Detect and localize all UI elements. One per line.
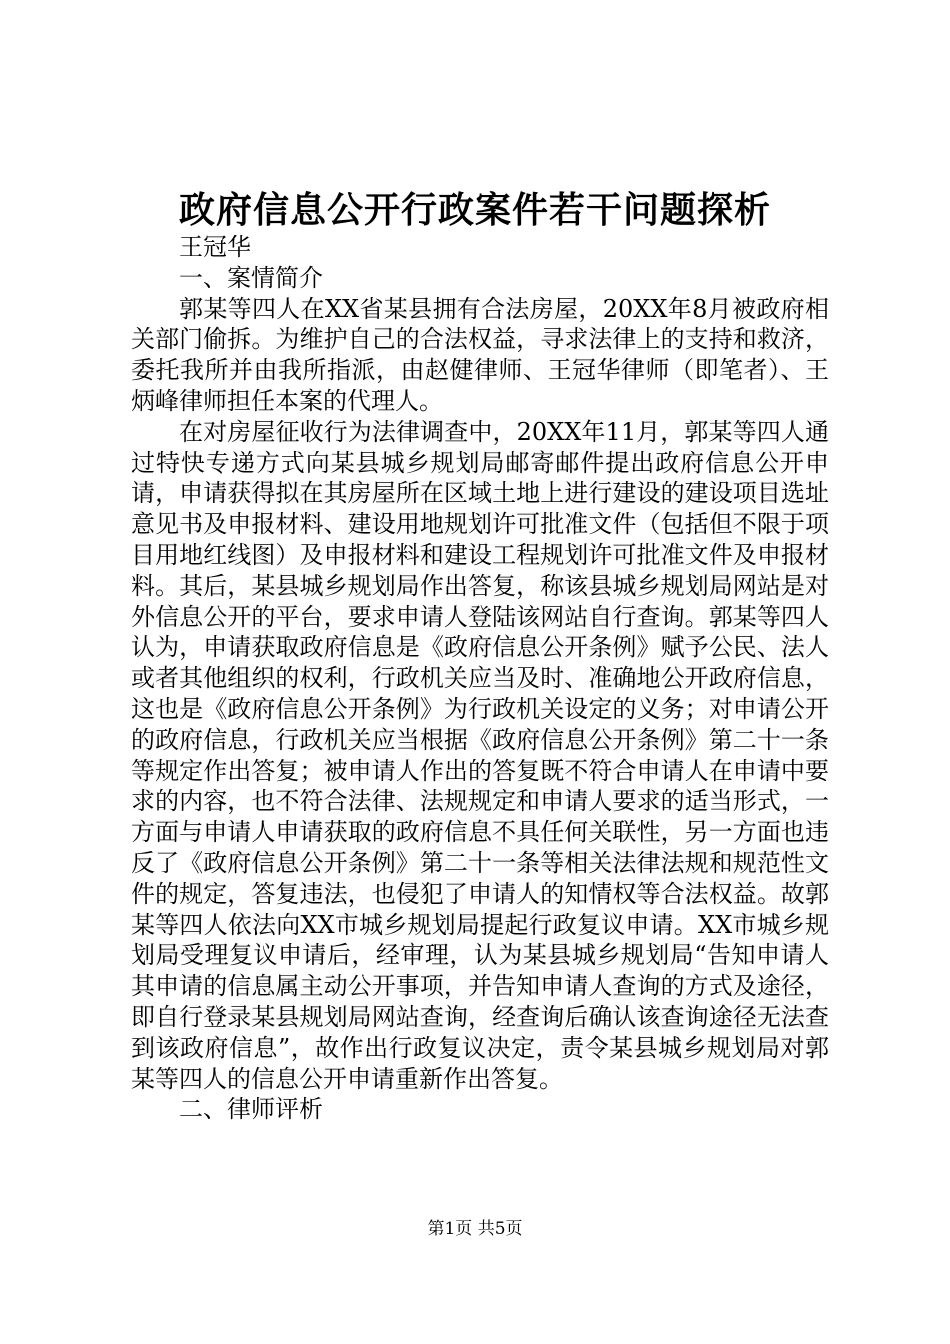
section-heading-2: 二、律师评析 xyxy=(179,1095,323,1124)
document-title: 政府信息公开行政案件若干问题探析 xyxy=(178,189,771,231)
paragraph-2: 在对房屋征收行为法律调查中，20XX年11月，郭某等四人通过特快专递方式向某县城乡规划局邮寄邮件提出政府信息公开申请，申请获得拟在其房屋所在区域土地上进行建设的建设项目选址意见书及申报材料、建设用地规划许可批准文件（包括但不限于项目用地红线图）及申报材料和建设工程规划许可批准文件及申报材料。其后，某县城乡规划局作出答复，称该县城乡规划局网站是对外信息公开的平台，要求申请人登陆该网站自行查询。郭某等四人认为，申请获取政府信息是《政府信息公开条例》赋予公民、法人或者其他组织的权利，行政机关应当及时、准确地公开政府信息，这也是《政府信息公开条例》为行政机关设定的义务；对申请公开的政府信息，行政机关应当根据《政府信息公开条例》第二十一条等规定作出答复；被申请人作出的答复既不符合申请人在申请中要求的内容，也不符合法律、法规规定和申请人要求的适当形式，一方面与申请人申请获取的政府信息不具任何关联性，另一方面也违反了《政府信息公开条例》第二十一条等相关法律法规和规范性文件的规定，答复违法，也侵犯了申请人的知情权等合法权益。故郭某等四人依法向XX市城乡规划局提起行政复议申请。XX市城乡规划局受理复议申请后，经审理，认为某县城乡规划局“告知申请人其申请的信息属主动公开事项，并告知申请人查询的方式及途径，即自行登录某县规划局网站查询，经查询后确认该查询途径无法查到该政府信息”，故作出行政复议决定，责令某县城乡规划局对郭某等四人的信息公开申请重新作出答复。 xyxy=(131,417,829,1093)
paragraph-1: 郭某等四人在XX省某县拥有合法房屋，20XX年8月被政府相关部门偷拆。为维护自己的合法权益，寻求法律上的支持和救济，委托我所并由我所指派，由赵健律师、王冠华律师（即笔者）、王炳峰律师担任本案的代理人。 xyxy=(131,294,829,415)
document-body xyxy=(131,232,829,1125)
author-line: 王冠华 xyxy=(179,233,251,261)
section-heading-1: 一、案情简介 xyxy=(179,263,323,292)
page-footer: 第1页 共5页 xyxy=(427,1219,523,1239)
